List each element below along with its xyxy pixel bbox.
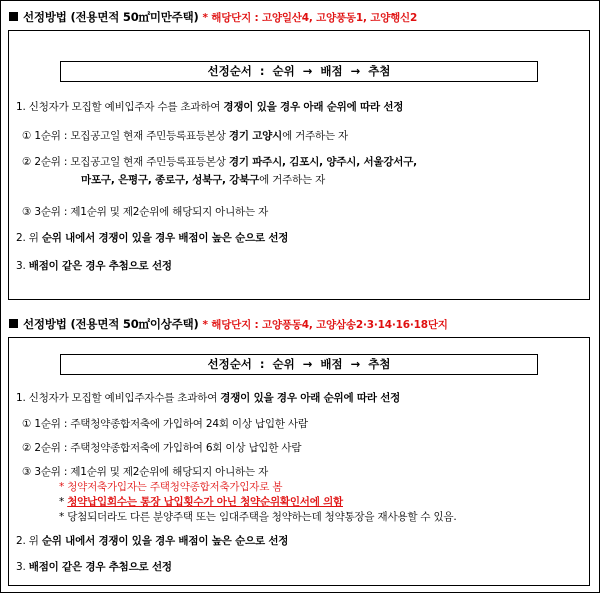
bullet-square-icon [9, 12, 18, 21]
section1-rule-2: 2. 위 순위 내에서 경쟁이 있을 경우 배점이 높은 순으로 선정 [16, 232, 289, 244]
section2-rule-1: 1. 신청자가 모집할 예비입주자수를 초과하여 경쟁이 있을 경우 아래 순위에 따라 선정 [16, 392, 401, 404]
section2-box [8, 337, 590, 586]
section2-rule-3: 3. 배점이 같은 경우 추첨으로 선정 [16, 561, 172, 573]
section1-rank-2-cont: 마포구, 은평구, 종로구, 성북구, 강북구에 거주하는 자 [81, 174, 326, 186]
section1-box [8, 30, 590, 300]
section2-note-3: * 당첨되더라도 다른 분양주택 또는 임대주택을 청약하는데 청약통장을 재사용할 수 있음. [59, 511, 457, 523]
section1-rule-1: 1. 신청자가 모집할 예비입주자 수를 초과하여 경쟁이 있을 경우 아래 순위에 따라 선정 [16, 101, 404, 113]
section2-note-2: * 청약납입회수는 통장 납입횟수가 아닌 청약순위확인서에 의함 [59, 496, 343, 508]
section2-rank-3: ③ 3순위 : 제1순위 및 제2순위에 해당되지 아니하는 자 [22, 466, 269, 478]
section1-heading [9, 9, 417, 25]
section1-rule-3: 3. 배점이 같은 경우 추첨으로 선정 [16, 260, 172, 272]
section2-order-box: 선정순서 : 순위 → 배점 → 추첨 [60, 354, 538, 375]
section2-note: * 해당단지 : 고양풍동4, 고양삼송2·3·14·16·18단지 [202, 319, 448, 331]
section1-order-box: 선정순서 : 순위 → 배점 → 추첨 [60, 61, 538, 82]
section2-title: 선정방법 (전용면적 50㎡이상주택) [23, 317, 199, 331]
section1-rank-3: ③ 3순위 : 제1순위 및 제2순위에 해당되지 아니하는 자 [22, 206, 269, 218]
section2-rank-1: ① 1순위 : 주택청약종합저축에 가입하여 24회 이상 납입한 사람 [22, 418, 308, 430]
bullet-square-icon [9, 319, 18, 328]
section2-note-1: * 청약저축가입자는 주택청약종합저축가입자로 봄 [59, 481, 283, 493]
section2-rank-2: ② 2순위 : 주택청약종합저축에 가입하여 6회 이상 납입한 사람 [22, 442, 302, 454]
section1-note: * 해당단지 : 고양일산4, 고양풍동1, 고양행신2 [202, 12, 418, 24]
section1-title: 선정방법 (전용면적 50㎡미만주택) [23, 10, 199, 24]
section1-rank-1: ① 1순위 : 모집공고일 현재 주민등록표등본상 경기 고양시에 거주하는 자 [22, 130, 348, 142]
section1-rank-2: ② 2순위 : 모집공고일 현재 주민등록표등본상 경기 파주시, 김포시, 양주시, 서울강서구, [22, 156, 417, 168]
section2-heading [9, 316, 448, 332]
section2-rule-2: 2. 위 순위 내에서 경쟁이 있을 경우 배점이 높은 순으로 선정 [16, 535, 289, 547]
